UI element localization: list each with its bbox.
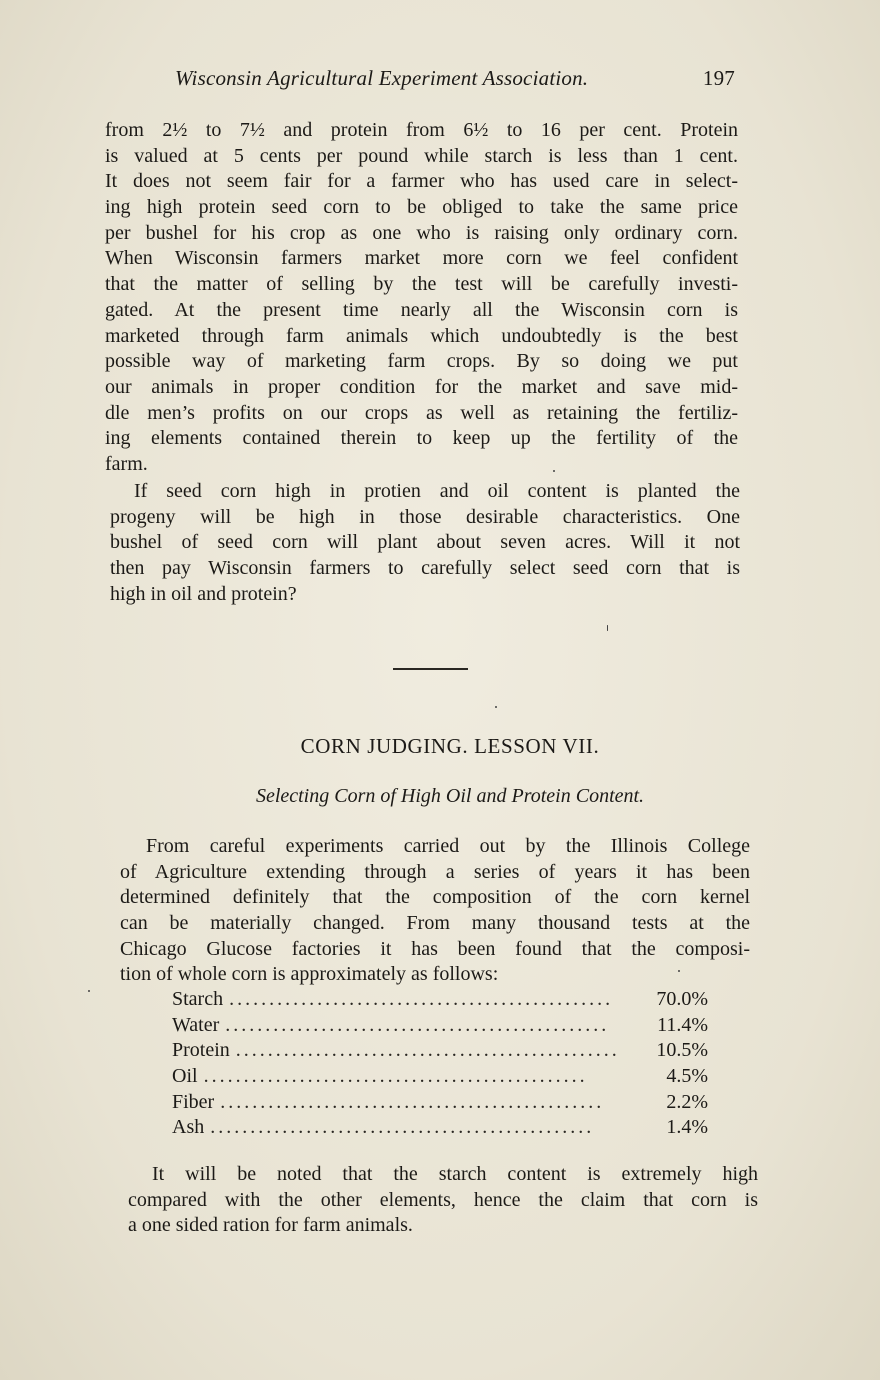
paper-speck [495, 706, 497, 708]
paragraph-seed-corn [110, 479, 740, 607]
paper-speck [607, 625, 608, 631]
text-line: high in oil and protein? [110, 582, 297, 605]
text-line: of Agriculture extending through a series of years it has been [120, 860, 750, 883]
running-head [175, 66, 735, 91]
dot-leader: ................................................ [225, 1013, 610, 1036]
component-name: Protein [172, 1039, 230, 1062]
paragraph-conclusion [128, 1162, 758, 1239]
component-value: 10.5% [656, 1039, 708, 1062]
text-line: can be materially changed. From many thousand tests at the [120, 912, 750, 935]
component-name: Fiber [172, 1090, 215, 1113]
composition-row [172, 1116, 708, 1142]
component-value: 4.5% [666, 1065, 708, 1088]
page-number: 197 [702, 66, 735, 90]
composition-row [172, 1065, 708, 1091]
dot-leader: ................................................ [210, 1116, 595, 1139]
text-line: from 2½ to 7½ and protein from 6½ to 16 per cent. Protein [105, 119, 738, 141]
paper-speck [678, 970, 680, 972]
dot-leader: ................................................ [203, 1065, 588, 1088]
text-line: farm. [105, 452, 148, 475]
text-line: ing high protein seed corn to be obliged to take the same price [105, 196, 738, 219]
component-name: Starch [172, 988, 224, 1010]
composition-table [172, 988, 708, 1142]
composition-row [172, 988, 708, 1014]
paragraph-economics [105, 118, 738, 478]
text-line: gated. At the present time nearly all the Wisconsin corn is [105, 298, 738, 321]
text-line: is valued at 5 cents per pound while starch is less than 1 cent. [105, 144, 738, 167]
composition-row [172, 1039, 708, 1065]
component-name: Ash [172, 1116, 205, 1139]
component-value: 11.4% [657, 1013, 708, 1036]
dot-leader: ................................................ [220, 1090, 605, 1113]
lesson-title: CORN JUDGING. LESSON VII. [300, 734, 600, 758]
text-line: Chicago Glucose factories it has been found that the composi- [120, 937, 750, 960]
text-line: then pay Wisconsin farmers to carefully select seed corn that is [110, 557, 740, 580]
dot-leader: ................................................ [229, 988, 614, 1010]
text-line: ing elements contained therein to keep up the fertility of the [105, 427, 738, 450]
text-line: bushel of seed corn will plant about seven acres. Will it not [110, 531, 740, 554]
composition-row [172, 1014, 708, 1040]
text-line: possible way of marketing farm crops. By so doing we put [105, 350, 738, 373]
text-line: It does not seem fair for a farmer who has used care in select- [105, 170, 738, 193]
composition-row [172, 1091, 708, 1117]
component-value: 1.4% [666, 1116, 708, 1139]
text-line: progeny will be high in those desirable characteristics. One [110, 505, 740, 528]
text-line: It will be noted that the starch content is extremely high [152, 1163, 758, 1185]
component-name: Oil [172, 1065, 198, 1088]
dot-leader: ................................................ [235, 1039, 620, 1062]
text-line: dle men’s profits on our crops as well as retaining the fertiliz- [105, 401, 738, 424]
text-line: compared with the other elements, hence the claim that corn is [128, 1188, 758, 1211]
text-line: From careful experiments carried out by the Illinois College [146, 835, 750, 857]
lesson-subtitle: Selecting Corn of High Oil and Protein Content. [255, 785, 645, 807]
text-line: If seed corn high in protien and oil content is planted the [134, 480, 740, 502]
text-line: tion of whole corn is approximately as follows: [120, 963, 499, 986]
text-line: a one sided ration for farm animals. [128, 1214, 413, 1237]
component-value: 70.0% [656, 988, 708, 1010]
component-name: Water [172, 1013, 220, 1036]
component-value: 2.2% [666, 1090, 708, 1113]
text-line: determined definitely that the composition of the corn kernel [120, 886, 750, 909]
paper-speck [88, 990, 90, 992]
text-line: that the matter of selling by the test will be carefully investi- [105, 273, 738, 296]
paragraph-composition-intro [120, 834, 750, 988]
section-divider [393, 668, 468, 670]
text-line: marketed through farm animals which undoubtedly is the best [105, 324, 738, 347]
running-title: Wisconsin Agricultural Experiment Association. [175, 66, 589, 90]
paper-speck [553, 470, 555, 472]
text-line: When Wisconsin farmers market more corn we feel confident [105, 247, 738, 270]
text-line: our animals in proper condition for the market and save mid- [105, 375, 738, 398]
text-line: per bushel for his crop as one who is raising only ordinary corn. [105, 221, 738, 244]
